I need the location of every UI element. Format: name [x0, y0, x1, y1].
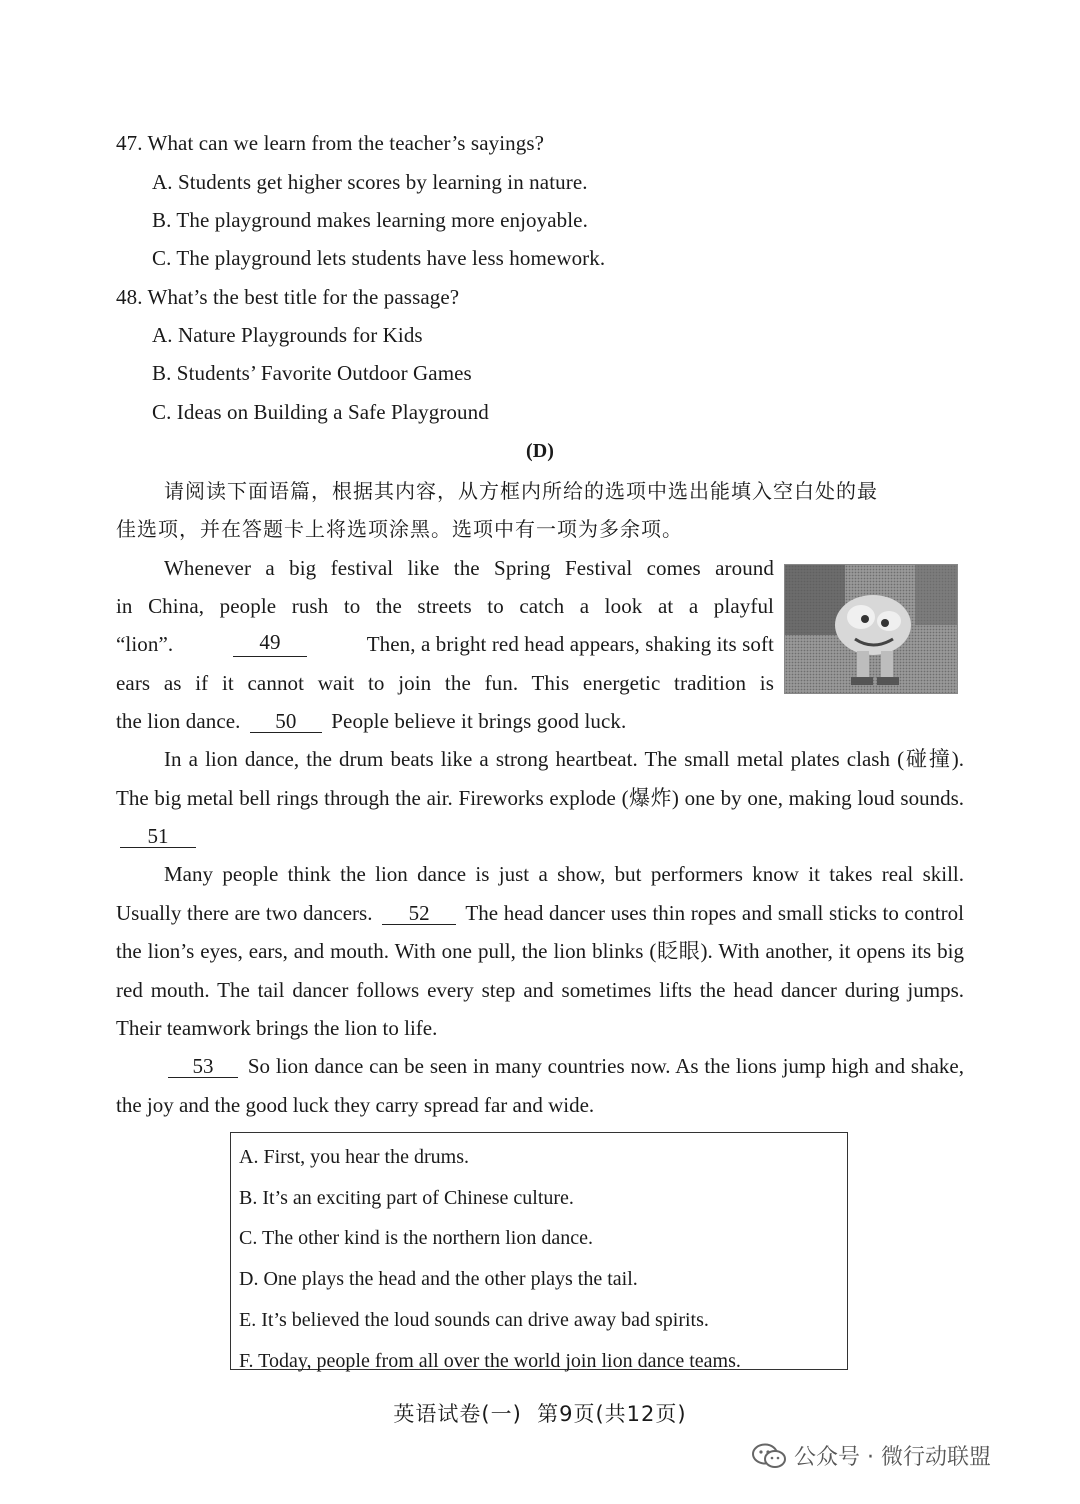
blank-52: 52 [382, 902, 456, 925]
question-47-option-b: B. The playground makes learning more enjoyable. [152, 208, 588, 232]
option-item-e: E. It’s believed the loud sounds can drive away bad spirits. [239, 1308, 709, 1331]
passage-line: Whenever a big festival like the Spring Festival comes around [164, 556, 774, 580]
option-item-d: D. One plays the head and the other plays the tail. [239, 1268, 638, 1291]
passage-text: Then, a bright red head appears, shaking its soft [366, 632, 774, 656]
blank-53: 53 [168, 1055, 238, 1078]
passage-line: ears as if it cannot wait to join the fun. This energetic tradition is [116, 671, 774, 695]
question-47-option-c: C. The playground lets students have less homework. [152, 246, 606, 270]
lion-dance-illustration [785, 565, 957, 693]
option-item-b: B. It’s an exciting part of Chinese culture. [239, 1186, 574, 1209]
passage-text: In a lion dance, the drum beats like a strong heartbeat. The small metal plates clash (碰撞). The big metal bell rings through the air. Fireworks explode (爆炸) one by one, making loud sounds. [116, 747, 964, 810]
blank-50: 50 [250, 710, 322, 733]
question-48-stem: 48. What’s the best title for the passage? [116, 285, 460, 309]
passage-line: in China, people rush to the streets to catch a look at a playful [116, 594, 774, 618]
question-48-option-c: C. Ideas on Building a Safe Playground [152, 400, 489, 424]
passage-text: Many people think the lion dance is just a show, but performers know it takes real skill. Usually there are two dancers. [116, 862, 964, 925]
watermark [752, 1440, 991, 1471]
blank-49: 49 [233, 631, 307, 657]
passage-paragraph-3 [116, 855, 964, 1048]
section-instruction-line-1: 请阅读下面语篇，根据其内容，从方框内所给的选项中选出能填入空白处的最 [164, 479, 878, 503]
wechat-icon [752, 1443, 786, 1469]
option-item-f: F. Today, people from all over the world join lion dance teams. [239, 1349, 741, 1372]
option-box [230, 1132, 848, 1370]
watermark-text: 公众号 · 微行动联盟 [794, 1445, 991, 1470]
passage-text: People believe it brings good luck. [331, 709, 627, 733]
passage-text: So lion dance can be seen in many countries now. As the lions jump high and shake, the joy and the good luck they carry spread far and wide. [116, 1054, 964, 1117]
question-47-stem: 47. What can we learn from the teacher’s sayings? [116, 131, 545, 155]
option-item-c: C. The other kind is the northern lion dance. [239, 1227, 593, 1250]
passage-text: The head dancer uses thin ropes and small sticks to control the lion’s eyes, ears, and mouth. With one pull, the lion blinks (眨眼). With another, it opens its big red mouth. The tail dancer follows every step and sometimes lifts the head dancer during jumps. Their teamwork brings the lion to life. [116, 900, 965, 1040]
passage-paragraph-4 [116, 1047, 964, 1124]
passage-line-with-blank-50 [116, 708, 626, 734]
passage-text: “lion”. [116, 632, 174, 656]
lion-dance-photo [784, 564, 958, 694]
question-48-option-a: A. Nature Playgrounds for Kids [152, 323, 423, 347]
section-heading: (D) [525, 440, 555, 462]
passage-text: the lion dance. [116, 709, 241, 733]
question-47-option-a: A. Students get higher scores by learning in nature. [152, 170, 588, 194]
option-item-a: A. First, you hear the drums. [239, 1146, 469, 1168]
passage-paragraph-2 [116, 740, 964, 856]
page-footer: 英语试卷(一) 第9页(共12页) [393, 1402, 687, 1426]
question-48-option-b: B. Students’ Favorite Outdoor Games [152, 361, 472, 385]
blank-51: 51 [120, 825, 196, 848]
section-instruction-line-2: 佳选项，并在答题卡上将选项涂黑。选项中有一项为多余项。 [116, 517, 683, 541]
passage-line-with-blank-49 [116, 631, 774, 657]
